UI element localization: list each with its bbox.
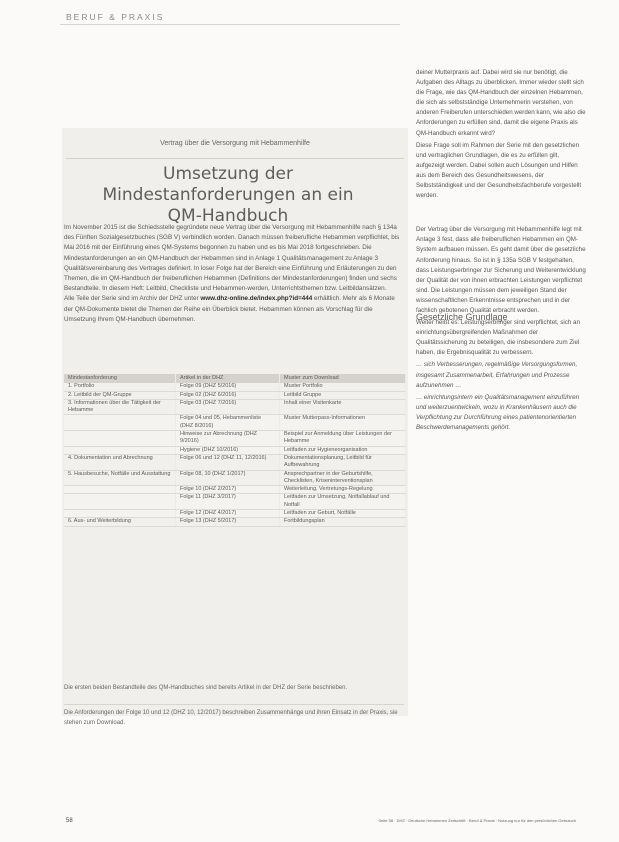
right-paragraph-2: Diese Frage soll im Rahmen der Serie mit den gesetzlichen und vertraglichen Grundlagen, die es zu erfüllen gilt, aufgezeigt werden. Dabei sollen auch Lösungen und Hilfen aus dem Bereich des Gesundheitswesens, der Selbstständigkeit und der Gesundheitsfachberufe vorgestellt werden. — [416, 141, 582, 200]
requirements-table — [64, 374, 406, 527]
table-header-requirement: Mindestanforderung — [64, 374, 176, 383]
table-header-article: Artikel in der DHZ — [176, 374, 280, 383]
right-quote-2: … einrichtungsintern ein Qualitätsmanagement einzuführen und weiterzuentwickeln, wozu in Krankenhäusern auch die Verpflichtung zur Durchführung eines patientenorientierten Beschwerdemanagements gehört. — [416, 393, 580, 431]
table-cell: Leitfaden zur Umsetzung, Notfallablauf und Notfall — [280, 494, 406, 510]
table-cell: 2. Leitbild der QM-Gruppe — [64, 391, 176, 399]
right-paragraph-3: Der Vertrag über die Versorgung mit Hebammenhilfe legt mit Anlage 3 fest, dass alle freiberuflichen Hebammen ein QM-System aufbauen müssen. Es geht damit über die gesetzliche Anforderung hinaus. So ist in § 135a SGB V festgehalten, dass Leistungserbringer zur Sicherung und Weiterentwicklung der Qualität der von ihnen erbrachten Leistungen verpflichtet sind. Die Leistungen müssen dem jeweiligen Stand der wissenschaftlichen Erkenntnisse entsprechen und in der fachlich gebotenen Qualität erbracht werden. — [416, 226, 586, 314]
table-cell: 6. Aus- und Weiterbildung — [64, 518, 176, 526]
table-cell: 1. Portfolio — [64, 383, 176, 391]
table-cell: Hygiene (DHZ 10/2016) — [176, 446, 280, 454]
page-footer: Seite 58 · DHZ · Deutsche Hebammen Zeitschrift · Beruf & Praxis · Nutzung nur für den persönlichen Gebrauch — [378, 818, 576, 823]
table-row — [64, 510, 406, 518]
table-cell: Folge 08, 10 (DHZ 1/2017) — [176, 470, 280, 486]
table-row — [64, 383, 406, 391]
intro-text-3: erhältlich. Mehr als 6 Monate der QM-Dokumente bietet die Themen der Reihe ein Überblick bietet. Hebammen können als Vorschlag für die Umsetzung Ihrem QM-Handbuch übernehmen. — [64, 295, 395, 323]
right-paragraph-4: Weiter heißt es: Leistungserbringer sind verpflichtet, sich an einrichtungsübergreifenden Maßnahmen der Qualitätssicherung zu beteiligen, die insbesondere zum Ziel haben, die Ergebnisqualität zu verbessern. — [416, 319, 580, 357]
table-row — [64, 486, 406, 494]
page-number: 58 — [66, 818, 73, 824]
table-row — [64, 415, 406, 431]
section-title: Gesetzliche Grundlage — [416, 312, 508, 322]
info-box-title: Umsetzung der Mindestanforderungen an ein QM-Handbuch — [102, 164, 354, 226]
table-cell: 4. Dokumentation und Abrechnung — [64, 454, 176, 470]
table-row — [64, 391, 406, 399]
table-cell — [64, 415, 176, 431]
table-cell: Dokumentationsplanung, Leitbild für Aufbewahrung — [280, 454, 406, 470]
table-cell: Weiterleitung, Vertretungs-Regelung — [280, 486, 406, 494]
table-cell: Folge 03 (DHZ 7/2016) — [176, 399, 280, 415]
table-cell: Muster Mutterpass-Informationen — [280, 415, 406, 431]
right-paragraph-1: deiner Mutterpraxis auf. Dabei wird sie nur benötigt, die Aufgaben des Alltags zu überblicken. Immer wieder stellt sich die Frage, wie das QM-Handbuch der einzelnen Hebammen, die sich als selbstständige Unternehmerin verstehen, von anderen Freiberufen unterschieden werden kann, wie also die Anforderungen zu erfüllen sind, damit die eigene Praxis als QM-Handbuch erkannt wird? — [416, 69, 586, 137]
table-cell: Folge 04 und 05, Hebammenliste (DHZ 8/2016) — [176, 415, 280, 431]
intro-text-1: Im November 2015 ist die Schiedsstelle gegründete neue Vertrag über die Versorgung mit Hebammenhilfe nach § 134a des Fünften Sozialgesetzbuches (SGB V) verbindlich worden. Danach müssen freiberufliche Hebammen verpflichtet, bis Mai 2016 mit der Einführung eines QM-Systems begonnen zu haben und es bis Mai 2018 fortgeschrieben. Die Mindestanforderungen an ein QM-Handbuch der Hebammen sind in Anlage 1 Qualitätsmanagement zu Anlage 3 Qualitätsvereinbarung des Vertrages definiert. In loser Folge hat der Bereich eine Einführung und Erläuterungen zu den Themen, die im QM-Handbuch der freiberuflichen Hebammen (Definitions der Mindestanforderungen) finden und sechs Bestandteile. In diesem Heft: Leitbild, Checkliste und Hebammen-werden, Unterrichtsthemen bzw. Leitbildansätzen. — [64, 224, 400, 293]
table-header-download: Muster zum Download — [280, 374, 406, 383]
archive-link[interactable]: www.dhz-online.de/index.php?id=444 — [200, 295, 313, 303]
table-cell: Folge 13 (DHZ 5/2017) — [176, 518, 280, 526]
table-row — [64, 494, 406, 510]
table-cell — [64, 446, 176, 454]
table-cell: Fortbildungsplan — [280, 518, 406, 526]
info-box-eyebrow: Vertrag über die Versorgung mit Hebammenhilfe — [160, 140, 310, 147]
right-column — [416, 68, 586, 435]
table-cell: 3. Informationen über die Tätigkeit der Hebamme — [64, 399, 176, 415]
box-note: Die Anforderungen der Folge 10 und 12 (DHZ 10, 12/2017) beschreiben Zusammenhänge und ihren Einsatz in der Praxis, sie stehen zum Download. — [64, 704, 404, 728]
table-header-row — [64, 374, 406, 383]
table-cell: Folge 10 (DHZ 2/2017) — [176, 486, 280, 494]
table-cell — [64, 486, 176, 494]
table-cell — [64, 431, 176, 447]
table-row — [64, 431, 406, 447]
intro-paragraph — [64, 223, 402, 325]
table-row — [64, 518, 406, 526]
table-row — [64, 399, 406, 415]
info-box-eyebrow-band — [66, 130, 404, 159]
table-cell — [64, 510, 176, 518]
intro-text-2: Alle Teile der Serie sind im Archiv der DHZ unter — [64, 295, 201, 303]
section-header: BERUF & PRAXIS — [66, 12, 165, 22]
table-cell: Folge 02 (DHZ 6/2016) — [176, 391, 280, 399]
table-cell: Folge 12 (DHZ 4/2017) — [176, 510, 280, 518]
table-row — [64, 470, 406, 486]
table-cell: Muster Portfolio — [280, 383, 406, 391]
table-row — [64, 454, 406, 470]
table-cell: Leitfaden zur Hygieneorganisation — [280, 446, 406, 454]
table-cell: Beispiel zur Anmeldung über Leistungen der Hebamme — [280, 431, 406, 447]
table-caption: Die ersten beiden Bestandteile des QM-Handbuches sind bereits Artikel in der DHZ der Serie beschrieben. — [64, 685, 348, 691]
header-divider — [60, 24, 400, 25]
table-cell: Folge 09 (DHZ 5/2016) — [176, 383, 280, 391]
table-cell: Folge 11 (DHZ 3/2017) — [176, 494, 280, 510]
table-cell: Leitfaden zur Geburt, Notfälle — [280, 510, 406, 518]
table-cell: Leitbild Gruppe — [280, 391, 406, 399]
right-quote-1: … sich Verbesserungen, regelmäßige Versorgungsformen, insgesamt Zusammenarbeit, Erfahrungen und Prozesse aufzunehmen … — [416, 361, 578, 389]
table-cell: 5. Hausbesuche, Notfälle und Ausstattung — [64, 470, 176, 486]
table-cell: Inhalt einer Visitenkarte — [280, 399, 406, 415]
table-cell — [64, 494, 176, 510]
table-cell: Ansprechpartner in der Geburtshilfe, Checklisten, Kriseninterventionsplan — [280, 470, 406, 486]
table-row — [64, 446, 406, 454]
table-cell: Hinweise zur Abrechnung (DHZ 9/2016) — [176, 431, 280, 447]
requirements-table-wrap — [64, 374, 406, 527]
table-cell: Folge 06 und 12 (DHZ 11, 12/2016) — [176, 454, 280, 470]
section-gap — [416, 203, 586, 223]
